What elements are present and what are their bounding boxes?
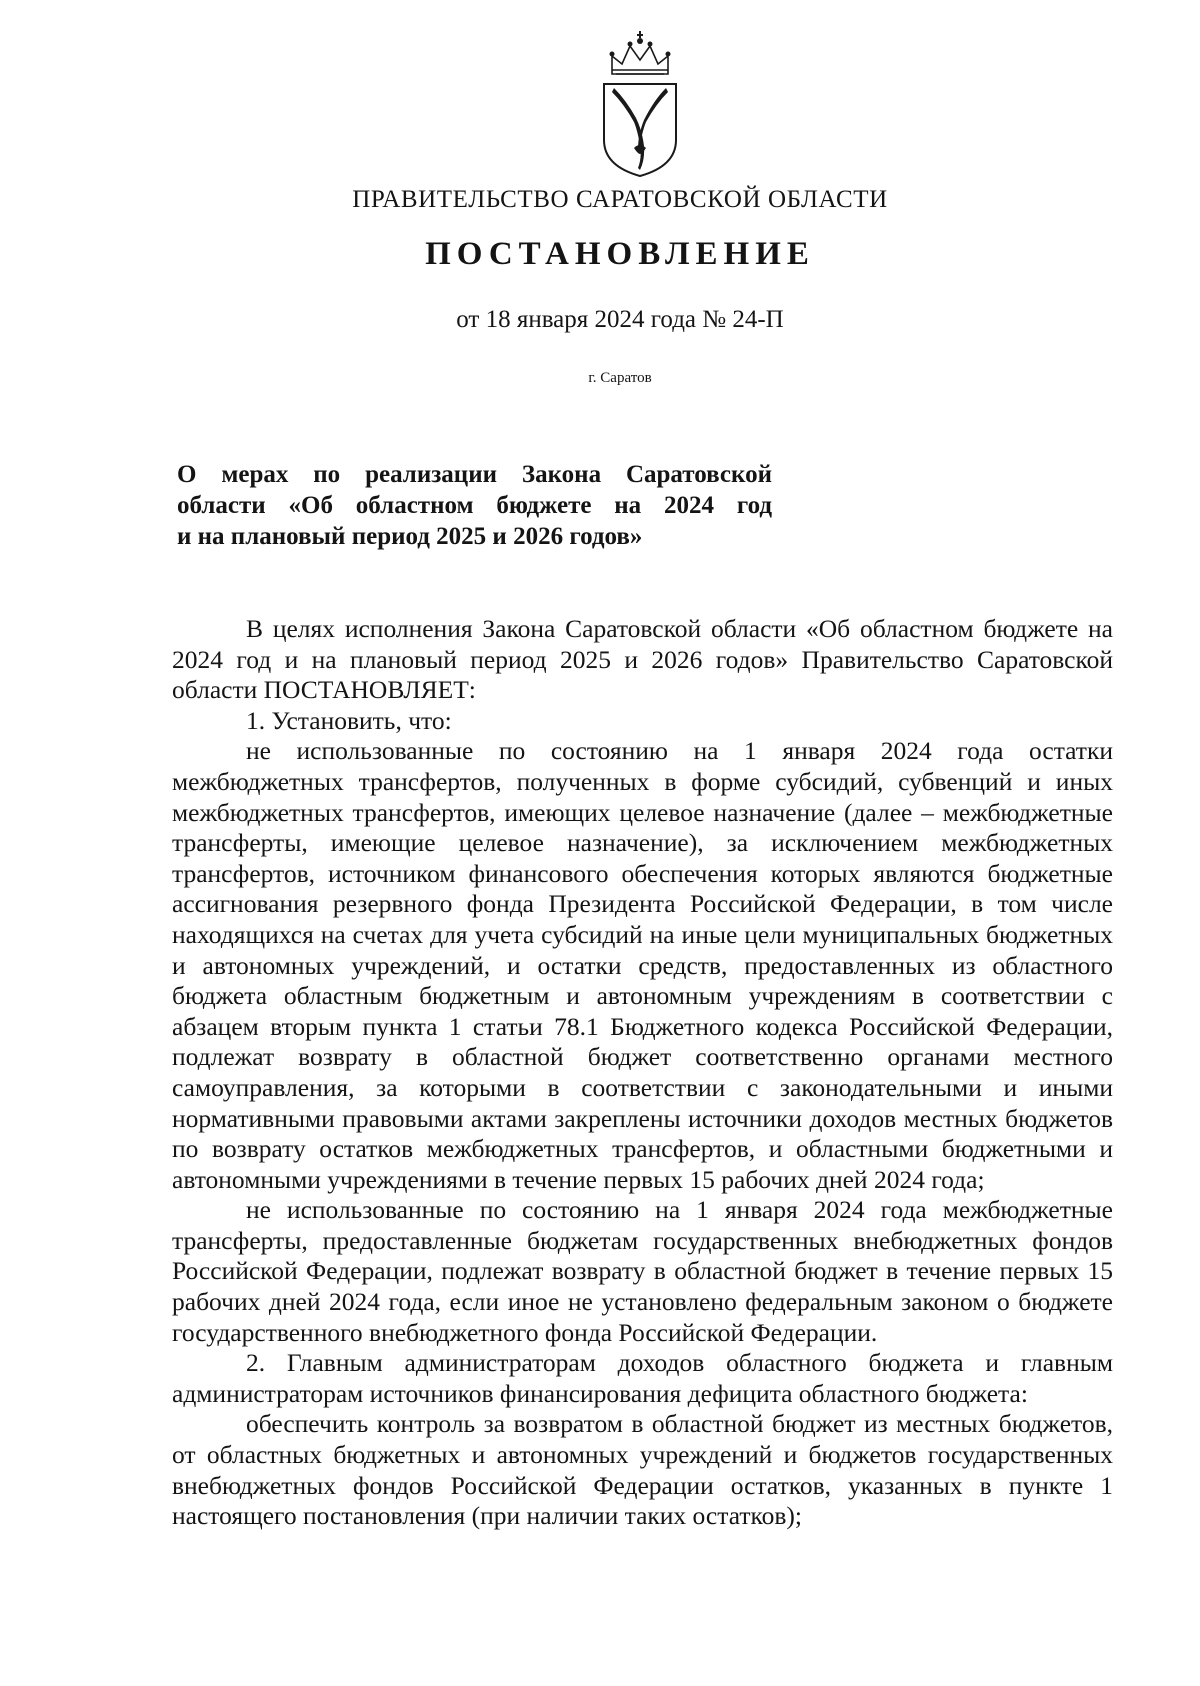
document-body — [172, 614, 1113, 1532]
document-place: г. Саратов — [588, 370, 652, 386]
body-paragraph: 2. Главным администраторам доходов областного бюджета и главным администраторам источников финансирования дефицита областного бюджета: — [172, 1348, 1113, 1408]
body-paragraph: В целях исполнения Закона Саратовской области «Об областном бюджете на 2024 год и на плановый период 2025 и 2026 годов» Правительство Саратовской области ПОСТАНОВЛЯЕТ: — [172, 614, 1113, 705]
subject-line: и на плановый период 2025 и 2026 годов» — [177, 523, 643, 550]
body-paragraph: 1. Установить, что: — [246, 705, 452, 735]
organization-name: ПРАВИТЕЛЬСТВО САРАТОВСКОЙ ОБЛАСТИ — [352, 186, 888, 213]
document-subject — [177, 459, 772, 552]
body-paragraph: не использованные по состоянию на 1 января 2024 года межбюджетные трансферты, предоставленные бюджетам государственных внебюджетных фондов Российской Федерации, подлежат возврату в областной бюджет в течение первых 15 рабочих дней 2024 года, если иное не установлено федеральным законом о бюджете государственного внебюджетного фонда Российской Федерации. — [172, 1195, 1113, 1347]
document-date-number: от 18 января 2024 года № 24-П — [456, 306, 784, 333]
subject-line: области «Об областном бюджете на 2024 год — [177, 492, 772, 519]
body-paragraph: обеспечить контроль за возвратом в областной бюджет из местных бюджетов, от областных бюджетных и автономных учреждений и бюджетов государственных внебюджетных фондов Российской Федерации остатков, указанных в пункте 1 настоящего постановления (при наличии таких остатков); — [172, 1409, 1113, 1531]
subject-line: О мерах по реализации Закона Саратовской — [177, 461, 772, 488]
document-type-title: ПОСТАНОВЛЕНИЕ — [425, 236, 815, 272]
body-paragraph: не использованные по состоянию на 1 января 2024 года остатки межбюджетных трансфертов, полученных в форме субсидий, субвенций и иных межбюджетных трансфертов, имеющих целевое назначение (далее – межбюджетные трансферты, имеющие целевое назначение), за исключением межбюджетных трансфертов, источником финансового обеспечения которых являются бюджетные ассигнования резервного фонда Президента Российской Федерации, в том числе находящихся на счетах для учета субсидий на иные цели муниципальных бюджетных и автономных учреждений, и остатки средств, предоставленных из областного бюджета областным бюджетным и автономным учреждениям в соответствии с абзацем вторым пункта 1 статьи 78.1 Бюджетного кодекса Российской Федерации, подлежат возврату в областной бюджет соответственно органами местного самоуправления, за которыми в соответствии с законодательными и иными нормативными правовыми актами закреплены источники доходов местных бюджетов по возврату остатков межбюджетных трансфертов, и областными бюджетными и автономными учреждениями в течение первых 15 рабочих дней 2024 года; — [172, 736, 1113, 1194]
coat-of-arms-icon — [590, 30, 690, 180]
